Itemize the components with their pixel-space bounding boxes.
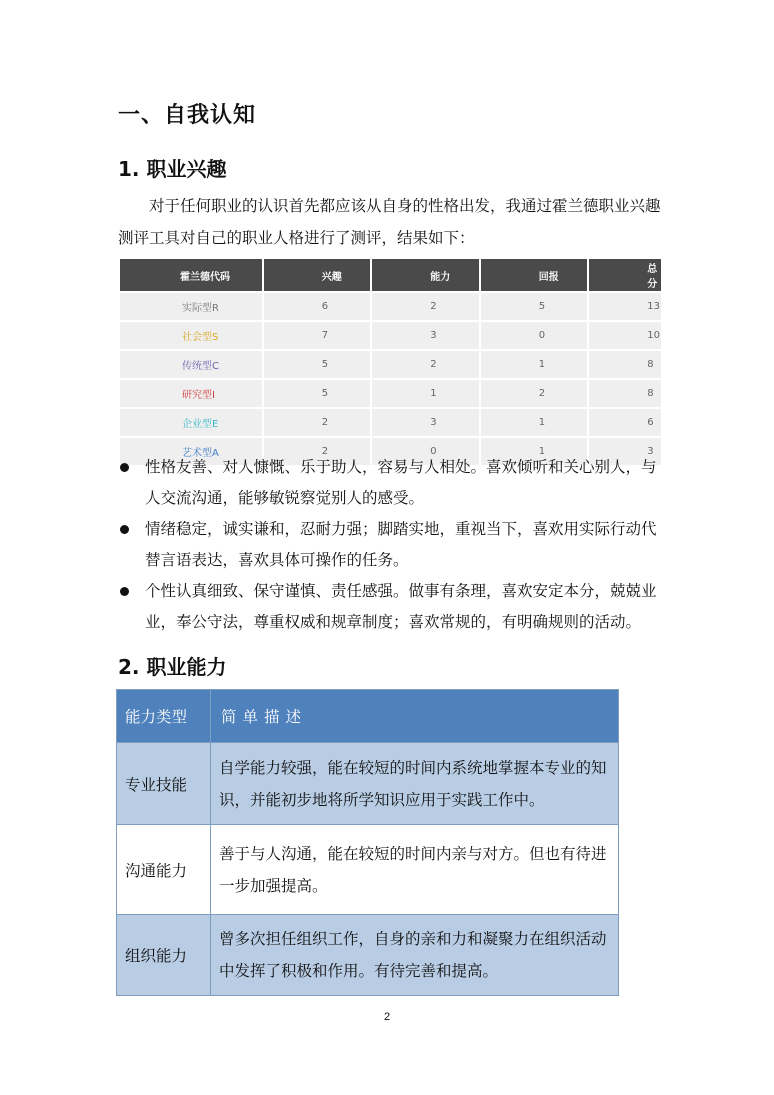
bullet-text: 情绪稳定，诚实谦和，忍耐力强；脚踏实地，重视当下，喜欢用实际行动代替言语表达，喜欢具体可操作的任务。: [145, 520, 657, 569]
bullet-text: 个性认真细致、保守谨慎、责任感强。做事有条理，喜欢安定本分，兢兢业业，奉公守法，尊重权威和规章制度；喜欢常规的，有明确规则的活动。: [145, 582, 657, 631]
bullet-text: 性格友善、对人慷慨、乐于助人，容易与人相处。喜欢倾听和关心别人，与人交流沟通，能够敏锐察觉别人的感受。: [145, 458, 657, 507]
holland-header-interest: 兴趣: [263, 259, 371, 292]
holland-total-cell: 8: [588, 379, 661, 408]
holland-interest-cell: 2: [263, 408, 371, 437]
holland-reward-cell: 1: [480, 350, 589, 379]
holland-ability-cell: 3: [371, 408, 479, 437]
holland-reward-cell: 2: [480, 379, 589, 408]
table-row: [117, 915, 619, 996]
holland-interest-cell: 6: [263, 292, 371, 321]
holland-reward-cell: 1: [480, 408, 589, 437]
table-row: [120, 292, 661, 321]
holland-total-cell: 10: [588, 321, 661, 350]
ability-header-desc: 简单描述: [211, 690, 619, 743]
trait-bullet-list: [118, 452, 663, 638]
holland-code-cell: 实际型R: [120, 292, 263, 321]
table-row: [120, 321, 661, 350]
subsection-title-ability: 2. 职业能力: [118, 655, 227, 679]
holland-reward-cell: 1: [480, 437, 589, 465]
ability-type: 专业技能: [117, 743, 211, 825]
holland-reward-cell: 0: [480, 321, 589, 350]
list-item: [118, 514, 663, 576]
table-row: [117, 743, 619, 825]
holland-code-cell: 社会型S: [120, 321, 263, 350]
bullet-icon: [120, 525, 129, 534]
holland-reward-cell: 5: [480, 292, 589, 321]
holland-ability-cell: 3: [371, 321, 479, 350]
holland-header-code: 霍兰德代码: [120, 259, 263, 292]
holland-code-cell: 企业型E: [120, 408, 263, 437]
ability-desc: 善于与人沟通，能在较短的时间内亲与对方。但也有待进一步加强提高。: [211, 825, 619, 915]
holland-ability-cell: 0: [371, 437, 479, 465]
holland-total-cell: 6: [588, 408, 661, 437]
holland-code-cell: 研究型I: [120, 379, 263, 408]
holland-interest-cell: 5: [263, 350, 371, 379]
holland-total-cell: 8: [588, 350, 661, 379]
section-title: 一、自我认知: [118, 103, 257, 128]
holland-code-cell: 艺术型A: [120, 437, 263, 465]
table-row: [120, 379, 661, 408]
bullet-icon: [120, 587, 129, 596]
ability-header-row: [117, 690, 619, 743]
ability-header-type: 能力类型: [117, 690, 211, 743]
bullet-icon: [120, 463, 129, 472]
holland-total-cell: 3: [588, 437, 661, 465]
holland-code-cell: 传统型C: [120, 350, 263, 379]
holland-table: [120, 259, 661, 465]
holland-interest-cell: 5: [263, 379, 371, 408]
ability-type: 沟通能力: [117, 825, 211, 915]
ability-type: 组织能力: [117, 915, 211, 996]
intro-paragraph: 对于任何职业的认识首先都应该从自身的性格出发，我通过霍兰德职业兴趣测评工具对自己的职业人格进行了测评，结果如下：: [118, 197, 661, 247]
ability-desc: 自学能力较强，能在较短的时间内系统地掌握本专业的知识，并能初步地将所学知识应用于实践工作中。: [211, 743, 619, 825]
ability-table: [116, 689, 619, 996]
holland-header-reward: 回报: [480, 259, 589, 292]
holland-interest-cell: 2: [263, 437, 371, 465]
page-number: 2: [383, 1011, 391, 1023]
subsection-title-interest: 1. 职业兴趣: [118, 157, 227, 181]
holland-ability-cell: 2: [371, 350, 479, 379]
ability-desc: 曾多次担任组织工作，自身的亲和力和凝聚力在组织活动中发挥了积极和作用。有待完善和提高。: [211, 915, 619, 996]
holland-total-cell: 13: [588, 292, 661, 321]
holland-interest-cell: 7: [263, 321, 371, 350]
holland-header-ability: 能力: [371, 259, 479, 292]
holland-header-total: 总分: [588, 259, 661, 292]
table-row: [117, 825, 619, 915]
holland-ability-cell: 1: [371, 379, 479, 408]
table-row: [120, 408, 661, 437]
holland-header-row: [120, 259, 661, 292]
holland-ability-cell: 2: [371, 292, 479, 321]
list-item: [118, 452, 663, 514]
table-row: [120, 350, 661, 379]
list-item: [118, 576, 663, 638]
